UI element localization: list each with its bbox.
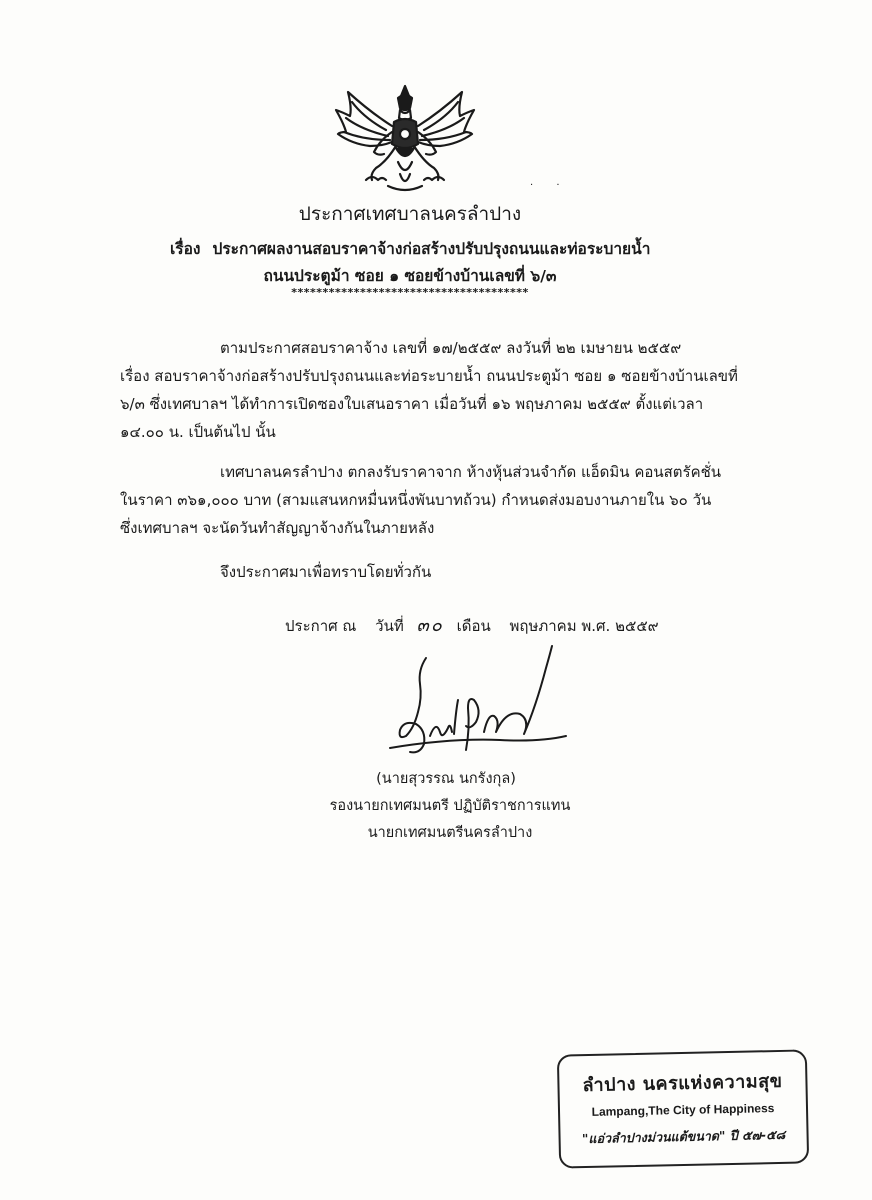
separator-stars: **************************************	[291, 286, 529, 299]
day-value: ๓๐	[416, 615, 444, 636]
city-slogan-stamp	[557, 1049, 809, 1168]
month-label: เดือน	[456, 617, 491, 635]
subject-label: เรื่อง	[170, 240, 201, 258]
stamp-slogan-text: "แอ่วลำปางม่วนแต้ขนาด" ปี ๕๗-๕๘	[581, 1126, 786, 1147]
announcement-date	[285, 610, 659, 639]
paragraph-announcement	[120, 334, 740, 446]
paragraph-line: เรื่อง สอบราคาจ้างก่อสร้างปรับปรุงถนนและท่อระบายน้ำ ถนนประตูม้า ซอย ๑ ซอยข้างบ้านเลขที่	[120, 367, 738, 385]
stamp-english-text: Lampang,The City of Happiness	[591, 1101, 775, 1119]
subject-line	[170, 236, 650, 261]
subject-text: ประกาศผลงานสอบราคาจ้างก่อสร้างปรับปรุงถนนและท่อระบายน้ำ	[212, 240, 651, 258]
signer-name: (นายสุวรรณ นกรังกุล)	[376, 771, 516, 787]
paragraph-line: ในราคา ๓๖๑,๐๐๐ บาท (สามแสนหกหมื่นหนึ่งพันบาทถ้วน) กำหนดส่งมอบงานภายใน ๖๐ วัน	[120, 491, 712, 509]
subject-text-line2: ถนนประตูม้า ซอย ๑ ซอยข้างบ้านเลขที่ ๖/๓	[263, 267, 557, 285]
paragraph-line: ๖/๓ ซึ่งเทศบาลฯ ได้ทำการเปิดซองใบเสนอราคา เมื่อวันที่ ๑๖ พฤษภาคม ๒๕๕๙ ตั้งแต่เวลา	[120, 395, 704, 413]
paragraph-line: ซึ่งเทศบาลฯ จะนัดวันทำสัญญาจ้างกันในภายหลัง	[120, 519, 435, 537]
paragraph-closing: จึงประกาศมาเพื่อทราบโดยทั่วกัน	[220, 563, 432, 581]
paragraph-line: ตามประกาศสอบราคาจ้าง เลขที่ ๑๗/๒๕๕๙ ลงวันที่ ๒๒ เมษายน ๒๕๕๙	[220, 339, 682, 357]
day-label: วันที่	[375, 617, 404, 635]
stamp-thai-text: ลำปาง นครแห่งความสุข	[582, 1070, 783, 1097]
paragraph-line: เทศบาลนครลำปาง ตกลงรับราคาจาก ห้างหุ้นส่วนจำกัด แอ็ดมิน คอนสตรัคชั่น	[220, 463, 722, 481]
organization-title: ประกาศเทศบาลนครลำปาง	[298, 203, 522, 225]
signer-position-acting-for: นายกเทศมนตรีนครลำปาง	[367, 825, 533, 841]
paragraph-award	[120, 458, 740, 542]
ink-specks: · ·	[530, 180, 570, 191]
handwritten-signature	[370, 640, 580, 765]
signer-position: รองนายกเทศมนตรี ปฏิบัติราชการแทน	[329, 798, 571, 814]
month-value: พฤษภาคม	[509, 617, 577, 635]
paragraph-line: ๑๔.๐๐ น. เป็นต้นไป นั้น	[120, 423, 276, 441]
date-prefix: ประกาศ ณ	[285, 617, 357, 635]
garuda-emblem-icon	[330, 82, 480, 197]
year-value: พ.ศ. ๒๕๕๙	[581, 617, 659, 635]
